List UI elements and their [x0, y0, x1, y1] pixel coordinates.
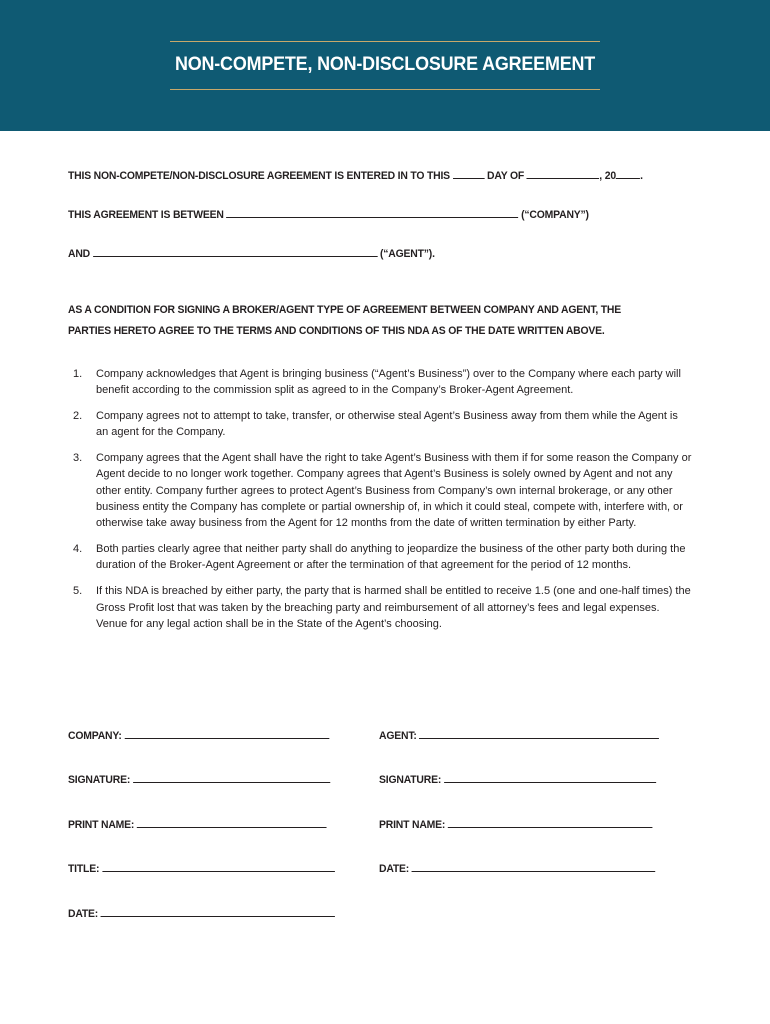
company-signature-line[interactable]: [133, 773, 330, 783]
agent-print-name-field: [379, 818, 653, 831]
intro-line1-text: THIS NON-COMPETE/NON-DISCLOSURE AGREEMENT IS ENTERED IN TO THIS: [68, 170, 450, 182]
company-title-label: TITLE:: [68, 863, 100, 875]
term-text: Both parties clearly agree that neither party shall do anything to jeopardize the business of the other party both during the duration of the Broker-Agent Agreement or after the termination of that agreement for the period of 12 months.: [96, 543, 686, 572]
company-print-name-field: [68, 818, 327, 831]
term-item: [68, 583, 693, 632]
banner-bottom-rule: [170, 89, 600, 90]
intro-year-prefix: , 20: [599, 170, 616, 182]
month-blank[interactable]: [527, 169, 600, 179]
company-signature-field: [68, 773, 330, 786]
term-text: Company agrees that the Agent shall have the right to take Agent’s Business with them if for some reason the Company or Agent decide to no longer work together. Company agrees that Agent’s Business is solely owned by Agent and not any other entity. Company further agrees to protect Agent’s Business from Company’s own internal brokerage, or any other business entity the Company has complete or partial ownership of, in which it could steal, compete with, interfere with, or otherwise take away business from the Agent for 12 months from the date of written termination by either Party.: [96, 452, 692, 530]
terms-list: [68, 366, 693, 642]
document-title: NON-COMPETE, NON-DISCLOSURE AGREEMENT: [174, 53, 596, 75]
agent-date-line[interactable]: [412, 862, 656, 872]
year-blank[interactable]: [616, 169, 640, 179]
agent-field: [379, 729, 659, 742]
company-title-field: [68, 862, 335, 875]
company-field-line[interactable]: [124, 729, 329, 739]
intro-between-line: [68, 208, 589, 221]
company-print-name-label: PRINT NAME:: [68, 819, 135, 831]
header-banner: [0, 0, 770, 131]
agent-signature-field: [379, 773, 656, 786]
agent-signature-label: SIGNATURE:: [379, 774, 442, 786]
term-number: 2.: [73, 410, 83, 423]
term-text: If this NDA is breached by either party, the party that is harmed shall be entitled to receive 1.5 (one and one-half times) the Gross Profit lost that was taken by the breaching party and reimbursement of all attorney’s fees and legal expenses. Venue for any legal action shall be in the State of the Agent’s choosing.: [96, 585, 691, 630]
intro-agent-tag: (“AGENT”).: [380, 248, 435, 260]
condition-paragraph: AS A CONDITION FOR SIGNING A BROKER/AGENT TYPE OF AGREEMENT BETWEEN COMPANY AND AGENT, THE PARTIES HERETO AGREE TO THE TERMS AND CONDITIONS OF THIS NDA AS OF THE DATE WRITTEN ABOVE.: [68, 304, 622, 337]
intro-company-tag: (“COMPANY”): [521, 209, 589, 221]
term-text: Company agrees not to attempt to take, transfer, or otherwise steal Agent’s Business away from them while the Agent is an agent for the Company.: [96, 410, 678, 439]
agent-date-field: [379, 862, 656, 875]
intro-day-of-text: DAY OF: [486, 170, 525, 182]
term-number: 3.: [73, 452, 83, 465]
term-number: 5.: [73, 585, 83, 598]
term-item: [68, 366, 693, 399]
company-date-label: DATE:: [68, 908, 99, 920]
intro-date-line: [68, 169, 643, 182]
agent-date-label: DATE:: [379, 863, 410, 875]
company-signature-label: SIGNATURE:: [68, 774, 131, 786]
agent-signature-line[interactable]: [444, 773, 656, 783]
banner-top-rule: [170, 41, 600, 42]
company-title-line[interactable]: [102, 862, 335, 872]
term-number: 4.: [73, 543, 83, 556]
term-number: 1.: [73, 368, 83, 380]
term-text: Company acknowledges that Agent is bringing business (“Agent’s Business”) over to the Company where each party will benefit according to the commission split as agreed to in the Company’s Broker-Agent Agreement.: [96, 368, 681, 397]
agent-field-line[interactable]: [419, 729, 659, 739]
day-blank[interactable]: [453, 169, 485, 179]
intro-line1-end: .: [640, 170, 643, 182]
term-item: [68, 450, 693, 531]
agent-name-blank[interactable]: [93, 247, 378, 257]
term-item: [68, 408, 693, 441]
company-field: [68, 729, 329, 742]
company-print-name-line[interactable]: [137, 818, 327, 828]
company-date-line[interactable]: [101, 907, 335, 917]
intro-and-line: [68, 247, 435, 260]
company-date-field: [68, 907, 335, 920]
intro-and-text: AND: [68, 248, 90, 260]
term-item: [68, 541, 693, 574]
agent-print-name-label: PRINT NAME:: [379, 819, 446, 831]
company-field-label: COMPANY:: [68, 730, 122, 742]
intro-between-text: THIS AGREEMENT IS BETWEEN: [68, 209, 224, 221]
agent-print-name-line[interactable]: [448, 818, 653, 828]
agent-field-label: AGENT:: [379, 730, 417, 742]
company-name-blank[interactable]: [226, 208, 518, 218]
